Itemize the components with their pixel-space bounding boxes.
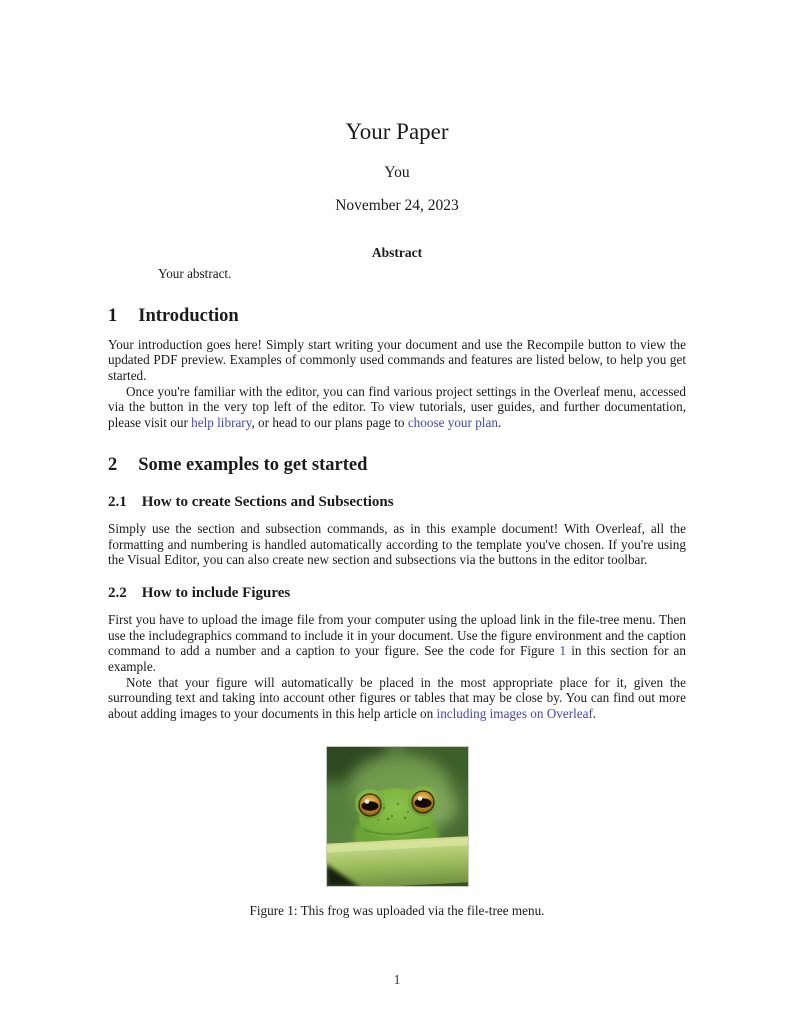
figure-caption: Figure 1: This frog was uploaded via the file-tree menu. [249,902,545,918]
paragraph [108,384,686,431]
section-title: Some examples to get started [138,454,368,475]
text-segment: Simply use the section and subsection commands, as in this example document! With Overleaf, all the formatting and numbering is handled automatically according to the template you've chosen. If you're using the Visual Editor, you can also create new section and subsections via the buttons in the editor toolbar. [108,520,686,568]
paragraph [108,675,686,722]
text-segment: Your introduction goes here! Simply start writing your document and use the Recompile button to view the updated PDF preview. Examples of commonly used commands and features are listed below, to help you get started. [108,336,686,383]
subsection-heading-sections [108,493,686,512]
text-segment: First you have to upload the image file from your computer using the upload link in the file-tree menu. Then use the includegraphics command to include it in your document. Use the figure environment and the caption command to add a number and a caption to your figure. See the code for Figure [108,611,686,659]
subsection-heading-figures [108,584,686,603]
abstract-text: Your abstract. [158,266,232,281]
figure-1 [108,746,686,919]
inline-link[interactable]: including images on Overleaf [436,706,593,722]
subsection-number: 2.1 [108,493,127,510]
paper-date: November 24, 2023 [335,197,459,214]
section-number: 2 [108,454,118,475]
inline-link[interactable]: help library [191,415,252,431]
text-segment: . [592,706,597,722]
subsection-title: How to include Figures [141,584,291,601]
subsection-number: 2.2 [108,584,127,601]
text-segment: . [497,415,502,431]
paragraph [108,337,686,384]
paper-author: You [384,164,410,181]
section-title: Introduction [138,305,239,326]
page-number: 1 [393,972,401,987]
section-heading-introduction [108,304,686,328]
subsection-title: How to create Sections and Subsections [141,493,394,510]
text-column [108,0,686,919]
frog-photo [326,746,469,887]
inline-link[interactable]: choose your plan [407,415,498,431]
paper-title: Your Paper [345,119,449,144]
section-heading-examples [108,453,686,477]
inline-link[interactable]: 1 [559,643,567,659]
text-segment: in this section for an example. [108,643,687,675]
text-segment: , or head to our plans page to [251,415,408,431]
abstract-heading: Abstract [371,245,423,260]
paragraph [108,521,686,568]
text-segment: Note that your figure will automatically be placed in the most appropriate place for it, given the surrounding text and taking into account other figures or tables that may be close by. You can find out more about adding images to your documents in this help article on [108,674,686,722]
section-number: 1 [108,305,118,326]
text-segment: Once you're familiar with the editor, you can find various project settings in the Overleaf menu, accessed via the button in the very top left of the editor. To view tutorials, user guides, and further documentation, please visit our [108,383,686,431]
paragraph [108,612,686,675]
